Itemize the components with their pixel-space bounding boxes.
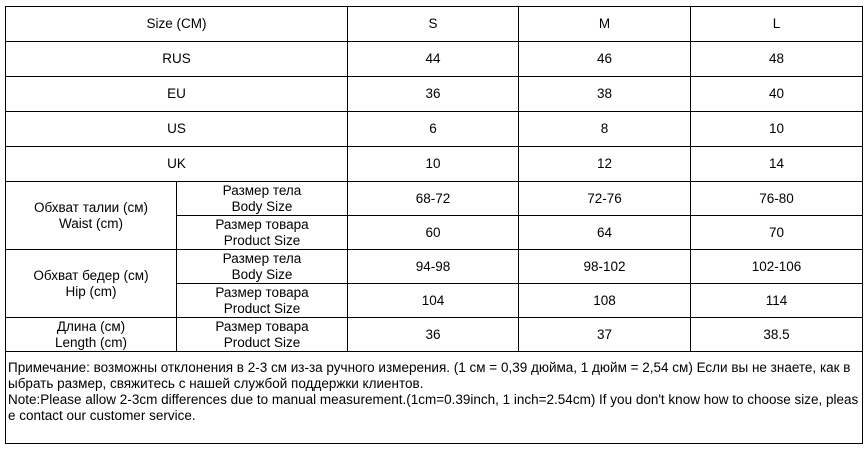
table-cell: 68-72 [348,182,519,216]
sub-label-en: Product Size [223,334,301,350]
table-cell: 48 [691,42,863,77]
hip-label-ru: Обхват бедер (см) [33,267,149,283]
table-row [6,318,863,352]
table-cell: 12 [519,147,691,182]
table-cell: 104 [348,284,519,318]
table-cell: 76-80 [691,182,863,216]
sub-label-en: Body Size [231,266,293,282]
table-row [6,182,863,216]
table-cell: 114 [691,284,863,318]
table-cell: 6 [348,112,519,147]
row-label-us: US [6,112,348,147]
header-row [6,7,863,42]
sub-label [177,216,348,250]
table-row [6,77,863,112]
table-cell: 64 [519,216,691,250]
table-cell: 94-98 [348,250,519,284]
table-row [6,112,863,147]
hip-label [6,250,177,318]
waist-label-ru: Обхват талии (см) [34,199,148,215]
table-cell: 40 [691,77,863,112]
table-cell: 70 [691,216,863,250]
table-cell: 10 [691,112,863,147]
table-cell: 36 [348,77,519,112]
sub-label-ru: Размер товара [215,284,309,300]
header-size-l: L [691,7,863,42]
table-cell: 98-102 [519,250,691,284]
sub-label [177,284,348,318]
sub-label-ru: Размер товара [215,318,309,334]
header-size-s: S [348,7,519,42]
table-row [6,250,863,284]
row-label-rus: RUS [6,42,348,77]
note-text-en: Note:Please allow 2-3cm differences due to manual measurement.(1cm=0.39inch, 1 inch=2.54cm) If you don't know how to choose size, please contact our customer service. [8,392,859,423]
table-cell: 46 [519,42,691,77]
table-cell: 37 [519,318,691,352]
sub-label-en: Product Size [223,232,301,248]
sub-label [177,182,348,216]
table-cell: 38 [519,77,691,112]
size-chart-table [5,6,863,444]
table-cell: 38.5 [691,318,863,352]
table-cell: 14 [691,147,863,182]
row-label-uk: UK [6,147,348,182]
table-cell: 108 [519,284,691,318]
table-cell: 10 [348,147,519,182]
table-cell: 72-76 [519,182,691,216]
table-cell: 8 [519,112,691,147]
note-row [6,352,863,444]
sub-label-ru: Размер тела [222,182,302,198]
hip-label-en: Hip (cm) [65,283,117,299]
note-cell [6,352,863,444]
length-label [6,318,177,352]
note-text-ru: Примечание: возможны отклонения в 2-3 см из-за ручного измерения. (1 см = 0,39 дюйма, 1 дюйм = 2,54 см) Если вы не знаете, как выбрать размер, свяжитесь с нашей службой поддержки клиентов. [8,360,851,391]
header-size-label: Size (CM) [6,7,348,42]
sub-label [177,318,348,352]
table-cell: 44 [348,42,519,77]
length-label-en: Length (cm) [54,334,128,350]
sub-label-ru: Размер тела [222,250,302,266]
header-size-m: M [519,7,691,42]
length-label-ru: Длина (см) [56,318,126,334]
sub-label-en: Body Size [231,198,293,214]
table-cell: 102-106 [691,250,863,284]
table-row [6,147,863,182]
waist-label-en: Waist (cm) [59,215,123,231]
row-label-eu: EU [6,77,348,112]
sub-label-en: Product Size [223,300,301,316]
sub-label [177,250,348,284]
table-row [6,42,863,77]
table-cell: 60 [348,216,519,250]
waist-label [6,182,177,250]
table-cell: 36 [348,318,519,352]
sub-label-ru: Размер товара [215,216,309,232]
